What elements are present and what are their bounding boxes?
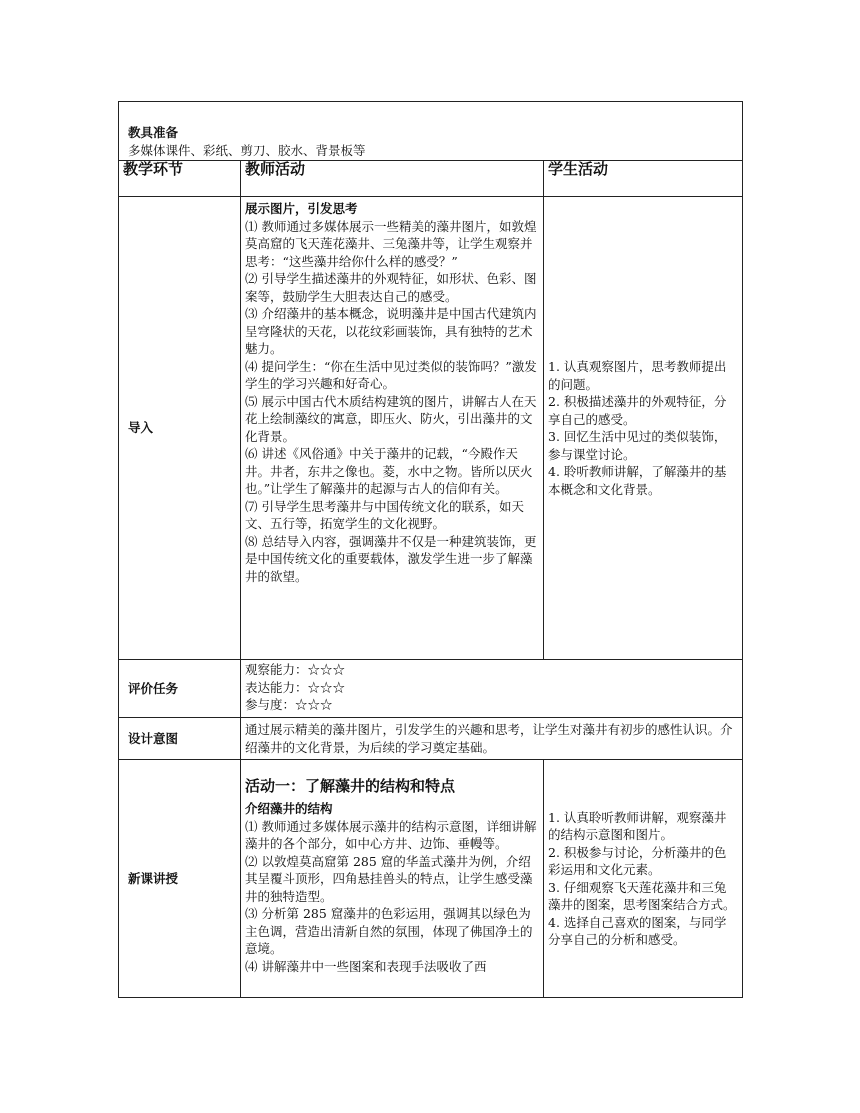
intro-teacher-item: ⑵ 引导学生描述藻井的外观特征，如形状、色彩、图案等，鼓励学生大胆表达自己的感受。 <box>245 271 537 304</box>
intro-student-cell <box>544 197 743 660</box>
intro-teacher-item: ⑷ 提问学生：“你在生活中见过类似的装饰吗？”激发学生的学习兴趣和好奇心。 <box>245 358 537 391</box>
lesson-plan-table <box>118 101 743 998</box>
intro-student-item: 4. 聆听教师讲解，了解藻井的基本概念和文化背景。 <box>548 464 727 497</box>
activity-title: 活动一：了解藻井的结构和特点 <box>245 777 456 795</box>
header-stage: 教学环节 <box>119 161 241 197</box>
newlesson-student-item: 3. 仔细观察飞天莲花藻井和三兔藻井的图案，思考图案结合方式。 <box>548 879 736 912</box>
intro-label: 导入 <box>119 197 241 660</box>
prep-cell <box>119 102 743 161</box>
intro-teacher-item: ⑶ 介绍藻井的基本概念，说明藻井是中国古代建筑内呈穹隆状的天花，以花纹彩画装饰，具有独特的艺术魅力。 <box>245 306 537 356</box>
newlesson-student-item: 4. 选择自己喜欢的图案，与同学分享自己的分析和感受。 <box>548 914 727 947</box>
newlesson-teacher-item: ⑵ 以敦煌莫高窟第 285 窟的华盖式藻井为例，介绍其呈覆斗顶形，四角悬挂兽头的特点，让学生感受藻井的独特造型。 <box>245 853 533 904</box>
newlesson-subtitle: 介绍藻井的结构 <box>245 801 333 816</box>
newlesson-teacher-item: ⑶ 分析第 285 窟藻井的色彩运用，强调其以绿色为主色调，营造出清新自然的氛围，体现了佛国净土的意境。 <box>245 906 533 956</box>
header-teacher: 教师活动 <box>241 161 544 197</box>
design-label: 设计意图 <box>119 718 241 760</box>
evaluation-label: 评价任务 <box>119 660 241 718</box>
intro-subtitle: 展示图片，引发思考 <box>245 201 358 216</box>
prep-text: 多媒体课件、彩纸、剪刀、胶水、背景板等 <box>128 142 366 158</box>
evaluation-item: 参与度：☆☆☆ <box>245 697 333 712</box>
intro-student-item: 3. 回忆生活中见过的类似装饰，参与课堂讨论。 <box>548 429 727 462</box>
intro-teacher-item: ⑺ 引导学生思考藻井与中国传统文化的联系，如天文、五行等，拓宽学生的文化视野。 <box>245 498 524 531</box>
evaluation-item: 表达能力：☆☆☆ <box>245 679 346 695</box>
design-row <box>119 718 743 760</box>
intro-teacher-item: ⑹ 讲述《风俗通》中关于藻井的记载，“今殿作天井。井者，东井之像也。菱，水中之物。皆所以厌火也。”让学生了解藻井的起源与古人的信仰有关。 <box>245 446 533 496</box>
intro-teacher-item: ⑴ 教师通过多媒体展示一些精美的藻井图片，如敦煌莫高窟的飞天莲花藻井、三兔藻井等，让学生观察并思考：“这些藻井给你什么样的感受？” <box>245 218 537 269</box>
intro-student-item: 2. 积极描述藻井的外观特征，分享自己的感受。 <box>548 394 727 427</box>
intro-teacher-item: ⑸ 展示中国古代木质结构建筑的图片，讲解古人在天花上绘制藻纹的寓意，即压火、防火，引出藻井的文化背景。 <box>245 393 537 444</box>
newlesson-student-cell <box>544 760 743 998</box>
intro-student-item: 1. 认真观察图片，思考教师提出的问题。 <box>548 359 727 392</box>
prep-row <box>119 102 743 161</box>
header-student: 学生活动 <box>544 161 743 197</box>
design-text: 通过展示精美的藻井图片，引发学生的兴趣和思考，让学生对藻井有初步的感性认识。介绍藻井的文化背景，为后续的学习奠定基础。 <box>241 718 743 760</box>
intro-teacher-cell <box>241 197 544 660</box>
newlesson-teacher-item: ⑷ 讲解藻井中一些图案和表现手法吸收了西 <box>245 958 487 974</box>
header-row <box>119 161 743 197</box>
newlesson-teacher-item: ⑴ 教师通过多媒体展示藻井的结构示意图，详细讲解藻井的各个部分，如中心方井、边饰、垂幔等。 <box>245 818 537 851</box>
intro-row <box>119 197 743 660</box>
prep-title: 教具准备 <box>128 125 179 140</box>
intro-teacher-item: ⑻ 总结导入内容，强调藻井不仅是一种建筑装饰，更是中国传统文化的重要载体，激发学生进一步了解藻井的欲望。 <box>245 533 537 584</box>
newlesson-student-item: 1. 认真聆听教师讲解，观察藻井的结构示意图和图片。 <box>548 809 727 842</box>
newlesson-label: 新课讲授 <box>119 760 241 998</box>
newlesson-student-item: 2. 积极参与讨论，分析藻井的色彩运用和文化元素。 <box>548 844 727 877</box>
newlesson-row <box>119 760 743 998</box>
evaluation-cell <box>241 660 743 718</box>
newlesson-teacher-cell <box>241 760 544 998</box>
evaluation-row <box>119 660 743 718</box>
evaluation-item: 观察能力：☆☆☆ <box>245 662 346 677</box>
